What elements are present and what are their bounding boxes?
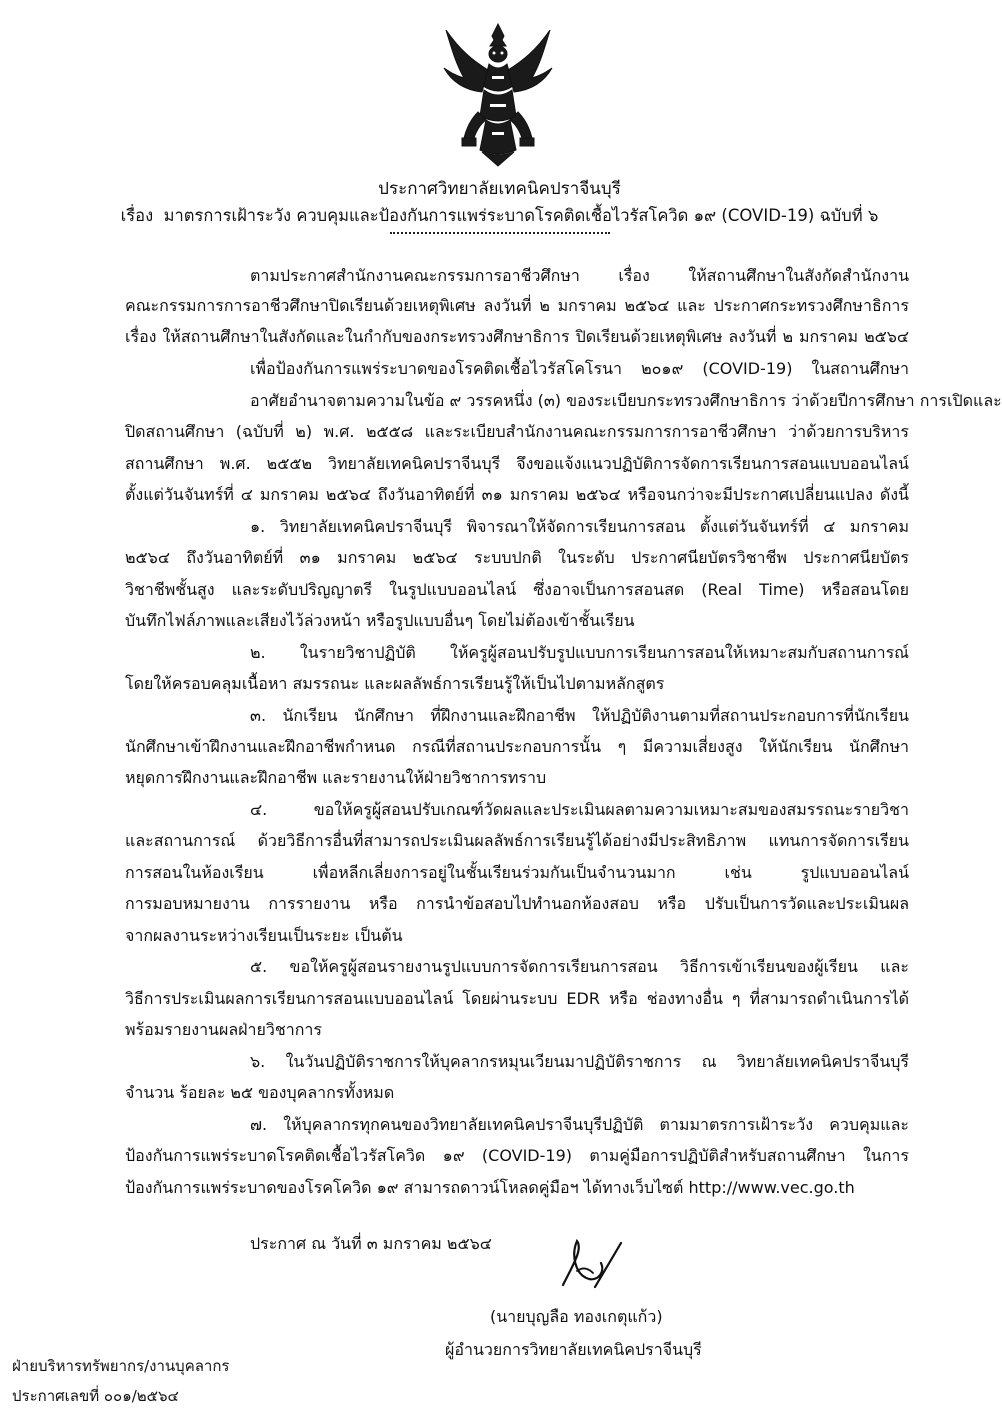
body-line: โดยให้ครอบคลุมเนื้อหา สมรรถนะ และผลลัพธ์การเรียนรู้ให้เป็นไปตามหลักสูตร	[125, 674, 665, 693]
document-subject	[0, 203, 999, 229]
body-line: ๒๕๖๔ ถึงวันอาทิตย์ที่ ๓๑ มกราคม ๒๕๖๔ ระบบปกติ ในระดับ ประกาศนียบัตรวิชาชีพ ประกาศนียบัตร	[125, 548, 909, 567]
body-line: ๔. ขอให้ครูผู้สอนปรับเกณฑ์วัดผลและประเมินผลตามความเหมาะสมของสมรรถนะรายวิชา	[250, 800, 909, 819]
garuda-emblem-icon	[442, 20, 554, 170]
body-line: ๒. ในรายวิชาปฏิบัติ ให้ครูผู้สอนปรับรูปแบบการเรียนการสอนให้เหมาะสมกับสถานการณ์	[250, 643, 909, 662]
body-line: ตามประกาศสำนักงานคณะกรรมการอาชีวศึกษา เรื่อง ให้สถานศึกษาในสังกัดสำนักงาน	[250, 266, 909, 285]
body-line: อาศัยอำนาจตามความในข้อ ๙ วรรคหนึ่ง (๓) ของระเบียบกระทรวงศึกษาธิการ ว่าด้วยปีการศึกษา การเปิดและ	[250, 391, 1002, 410]
body-line: ตั้งแต่วันจันทร์ที่ ๔ มกราคม ๒๕๖๔ ถึงวันอาทิตย์ที่ ๓๑ มกราคม ๒๕๖๔ หรือจนกว่าจะมีประกาศเปลี่ยนแปลง ดังนี้	[125, 485, 909, 504]
body-line: ๖. ในวันปฏิบัติราชการให้บุคลากรหมุนเวียนมาปฏิบัติราชการ ณ วิทยาลัยเทคนิคปราจีนบุรี	[250, 1052, 909, 1071]
body-line: คณะกรรมการการอาชีวศึกษาปิดเรียนด้วยเหตุพิเศษ ลงวันที่ ๒ มกราคม ๒๕๖๔ และ ประกาศกระทรวงศึกษาธิการ	[125, 296, 909, 315]
subject-text: มาตรการเฝ้าระวัง ควบคุมและป้องกันการแพร่ระบาดโรคติดเชื้อไวรัสโควิด ๑๙ (COVID-19) ฉบับที่ ๖	[163, 206, 879, 225]
body-line: หยุดการฝึกงานและฝึกอาชีพ และรายงานให้ฝ่ายวิชาการทราบ	[125, 768, 547, 787]
body-line: นักศึกษาเข้าฝึกงานและฝึกอาชีพกำหนด กรณีที่สถานประกอบการนั้น ๆ มีความเสี่ยงสูง ให้นักเรียน นักศึกษา	[125, 737, 909, 756]
body-line: ๗. ให้บุคลากรทุกคนของวิทยาลัยเทคนิคปราจีนบุรีปฏิบัติ ตามมาตรการเฝ้าระวัง ควบคุมและ	[250, 1115, 909, 1134]
announce-date: ประกาศ ณ วันที่ ๓ มกราคม ๒๕๖๔	[250, 1234, 492, 1253]
body-line: ๓. นักเรียน นักศึกษา ที่ฝึกงานและฝึกอาชีพ ให้ปฏิบัติงานตามที่สถานประกอบการที่นักเรียน	[250, 706, 909, 725]
body-line: วิธีการประเมินผลการเรียนการสอนแบบออนไลน์ โดยผ่านระบบ EDR หรือ ช่องทางอื่น ๆ ที่สามารถดำเนินการได้	[125, 989, 909, 1008]
body-line: สถานศึกษา พ.ศ. ๒๕๕๒ วิทยาลัยเทคนิคปราจีนบุรี จึงขอแจ้งแนวปฏิบัติการจัดการเรียนการสอนแบบออนไลน์	[125, 454, 909, 473]
body-line: บันทึกไฟล์ภาพและเสียงไว้ล่วงหน้า หรือรูปแบบอื่นๆ โดยไม่ต้องเข้าชั้นเรียน	[125, 611, 635, 630]
body-line: เรื่อง ให้สถานศึกษาในสังกัดและในกำกับของกระทรวงศึกษาธิการ ปิดเรียนด้วยเหตุพิเศษ ลงวันที่ ๒ มกราคม ๒๕๖๔	[125, 327, 909, 346]
body-line: จากผลงานระหว่างเรียนเป็นระยะ เป็นต้น	[125, 926, 403, 945]
body-line: พร้อมรายงานผลฝ่ายวิชาการ	[125, 1020, 322, 1039]
body-line: ๑. วิทยาลัยเทคนิคปราจีนบุรี พิจารณาให้จัดการเรียนการสอน ตั้งแต่วันจันทร์ที่ ๔ มกราคม	[250, 517, 909, 536]
body-line: ๕. ขอให้ครูผู้สอนรายงานรูปแบบการจัดการเรียนการสอน วิธีการเข้าเรียนของผู้เรียน และ	[250, 957, 909, 976]
body-line: การสอนในห้องเรียน เพื่อหลีกเลี่ยงการอยู่ในชั้นเรียนร่วมกันเป็นจำนวนมาก เช่น รูปแบบออนไลน์	[125, 863, 909, 882]
body-line: การมอบหมายงาน การรายงาน หรือ การนำข้อสอบไปทำนอกห้องสอบ หรือ ปรับเป็นการวัดและประเมินผล	[125, 894, 909, 913]
footer-announcement-number: ประกาศเลขที่ ๐๐๑/๒๕๖๔	[12, 1387, 179, 1405]
body-line: ปิดสถานศึกษา (ฉบับที่ ๒) พ.ศ. ๒๕๕๘ และระเบียบสำนักงานคณะกรรมการการอาชีวศึกษา ว่าด้วยการบริหาร	[125, 422, 909, 441]
signatory-name: (นายบุญลือ ทองเกตุแก้ว)	[490, 1307, 663, 1326]
body-line: ป้องกันการแพร่ระบาดโรคติดเชื้อไวรัสโควิด ๑๙ (COVID-19) ตามคู่มือการปฏิบัติสำหรับสถานศึกษา ในการ	[125, 1146, 909, 1165]
footer-department: ฝ่ายบริหารทรัพยากร/งานบุคลากร	[12, 1357, 230, 1375]
signature-icon	[555, 1235, 625, 1297]
signatory-position: ผู้อำนวยการวิทยาลัยเทคนิคปราจีนบุรี	[445, 1340, 702, 1359]
subject-prefix: เรื่อง	[120, 206, 154, 225]
body-line: วิชาชีพชั้นสูง และระดับปริญญาตรี ในรูปแบบออนไลน์ ซึ่งอาจเป็นการสอนสด (Real Time) หรือสอนโดย	[125, 580, 909, 599]
body-line: และสถานการณ์ ด้วยวิธีการอื่นที่สามารถประเมินผลลัพธ์การเรียนรู้ได้อย่างมีประสิทธิภาพ แทนการจัดการเรียน	[125, 831, 909, 850]
body-line: ป้องกันการแพร่ระบาดของโรคโควิด ๑๙ สามารถดาวน์โหลดคู่มือฯ ได้ทางเว็บไซต์ http://www.vec.go.th	[125, 1178, 855, 1197]
document-title: ประกาศวิทยาลัยเทคนิคปราจีนบุรี	[378, 179, 621, 199]
body-line: จำนวน ร้อยละ ๒๕ ของบุคลากรทั้งหมด	[125, 1083, 395, 1102]
body-line: เพื่อป้องกันการแพร่ระบาดของโรคติดเชื้อไวรัสโคโรนา ๒๐๑๙ (COVID-19) ในสถานศึกษา	[250, 359, 909, 378]
title-dotted-divider	[390, 232, 610, 234]
